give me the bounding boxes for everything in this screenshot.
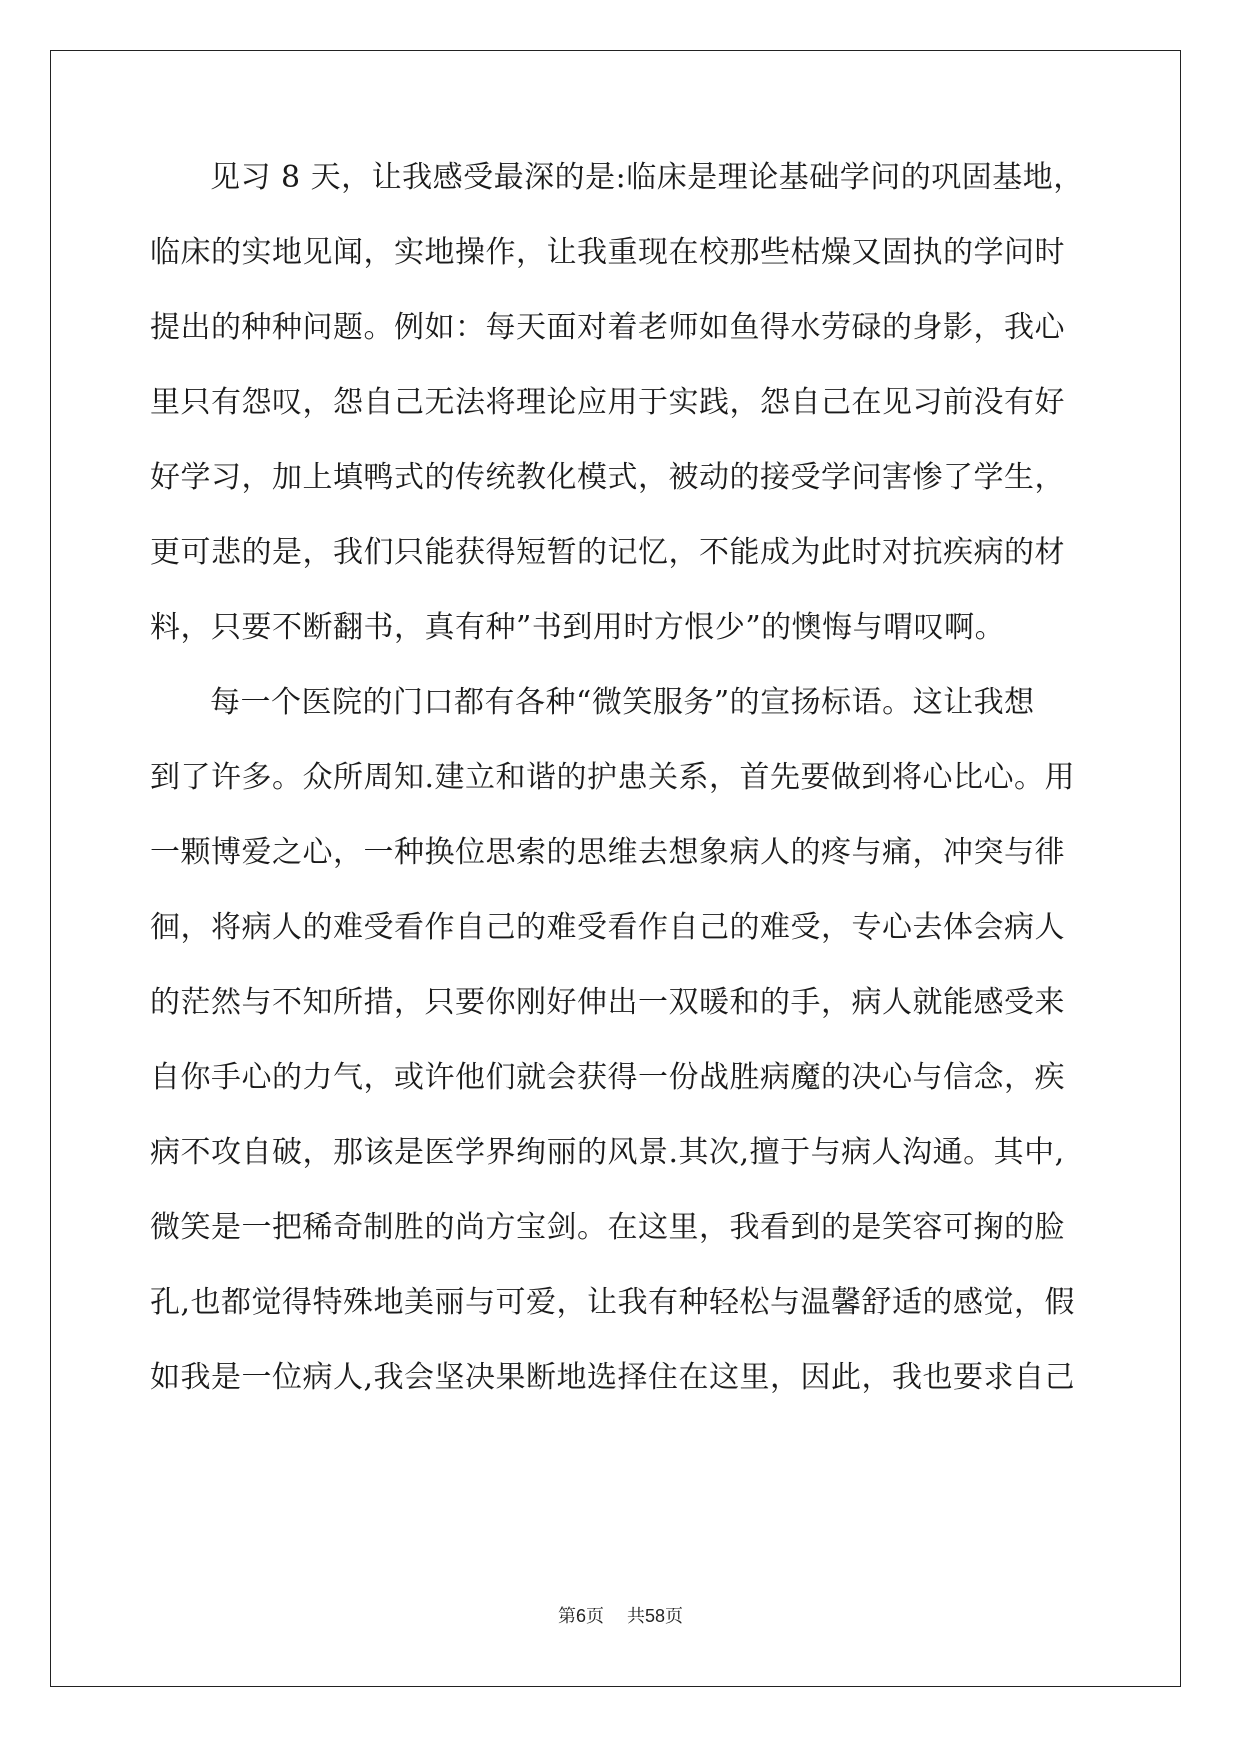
total-prefix: 共	[626, 1606, 645, 1627]
paragraph-1-line-4: 里只有怨叹，怨自己无法将理论应用于实践，怨自己在见习前没有好	[150, 385, 1065, 420]
page-footer	[0, 1604, 1241, 1629]
page-number: 6	[576, 1606, 587, 1626]
paragraph-2-line-3: 一颗博爱之心，一种换位思索的思维去想象病人的疼与痛，冲突与徘	[150, 835, 1065, 870]
total-pages: 58	[644, 1606, 665, 1626]
paragraph-1-line-5: 好学习，加上填鸭式的传统教化模式，被动的接受学问害惨了学生，	[150, 460, 1065, 495]
paragraph-2-line-10: 如我是一位病人,我会坚决果断地选择住在这里，因此，我也要求自己	[150, 1360, 1076, 1395]
paragraph-2-line-8: 微笑是一把稀奇制胜的尚方宝剑。在这里，我看到的是笑容可掬的脸	[150, 1210, 1065, 1245]
paragraph-1-line-6: 更可悲的是，我们只能获得短暂的记忆，不能成为此时对抗疾病的材	[150, 535, 1065, 570]
paragraph-2-line-6: 自你手心的力气，或许他们就会获得一份战胜病魔的决心与信念，疾	[150, 1060, 1065, 1095]
paragraph-1-line-3: 提出的种种问题。例如：每天面对着老师如鱼得水劳碌的身影，我心	[150, 310, 1065, 345]
paragraph-1-line-1: 见习 8 天，让我感受最深的是:临床是理论基础学问的巩固基地，	[210, 160, 1084, 195]
paragraph-1-line-7: 料，只要不断翻书，真有种”书到用时方恨少”的懊悔与喟叹啊。	[150, 610, 1006, 645]
paragraph-2-line-2: 到了许多。众所周知.建立和谐的护患关系，首先要做到将心比心。用	[150, 760, 1076, 795]
page-prefix: 第	[558, 1606, 577, 1627]
paragraph-2-line-4: 徊，将病人的难受看作自己的难受看作自己的难受，专心去体会病人	[150, 910, 1065, 945]
paragraph-2-line-5: 的茫然与不知所措，只要你刚好伸出一双暖和的手，病人就能感受来	[150, 985, 1065, 1020]
paragraph-2-line-7: 病不攻自破，那该是医学界绚丽的风景.其次,擅于与病人沟通。其中,	[150, 1135, 1065, 1170]
total-suffix: 页	[664, 1606, 683, 1627]
page-suffix: 页	[586, 1606, 605, 1627]
paragraph-1-line-2: 临床的实地见闻，实地操作，让我重现在校那些枯燥又固执的学问时	[150, 235, 1065, 270]
paragraph-2-line-1: 每一个医院的门口都有各种“微笑服务”的宣扬标语。这让我想	[210, 685, 1035, 720]
paragraph-2-line-9: 孔,也都觉得特殊地美丽与可爱，让我有种轻松与温馨舒适的感觉，假	[150, 1285, 1076, 1320]
